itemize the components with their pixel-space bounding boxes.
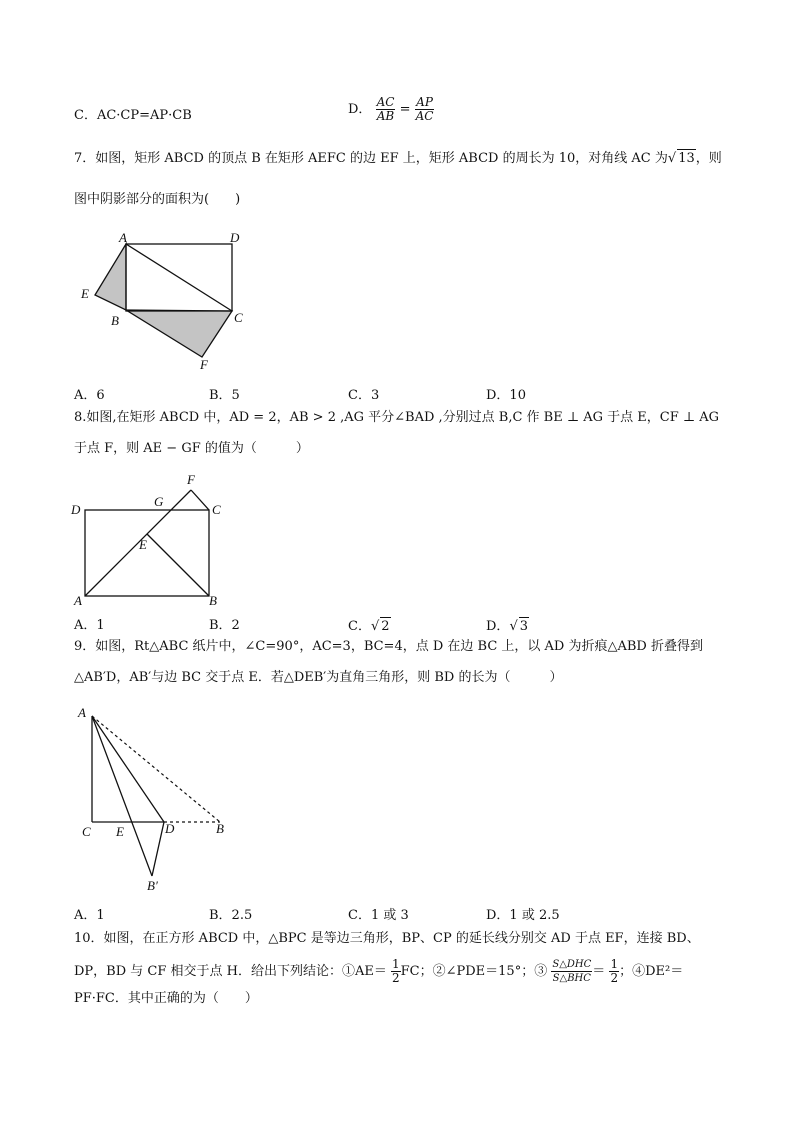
q8-option-d-prefix: D． [486, 619, 510, 634]
q9-option-c: C．1 或 3 [348, 908, 409, 923]
q9-label-c: C [82, 824, 91, 839]
q7-label-c: C [234, 310, 243, 325]
q10-text-a: DP，BD 与 CF 相交于点 H．给出下列结论：①AE＝ [74, 964, 387, 979]
frac-denominator: S△BHC [552, 973, 591, 984]
q7-figure [70, 225, 260, 370]
q8-bisector-ag [85, 490, 191, 596]
q10-area-ratio-fraction [551, 958, 592, 985]
q6-option-d-right-fraction [415, 96, 435, 123]
sqrt-symbol: √ [370, 619, 380, 634]
q7-stem-line1 [74, 149, 722, 168]
q8-label-d: D [71, 502, 81, 517]
q9-stem-line1: 9．如图，Rt△ABC 纸片中，∠C=90°，AC=3，BC=4，点 D 在边 BC 上，以 AD 为折痕△ABD 折叠得到 [74, 639, 703, 654]
q7-label-a: A [119, 230, 127, 245]
q7-label-b: B [111, 313, 119, 328]
q7-diagonal-ac [126, 244, 232, 311]
q7-option-c: C．3 [348, 388, 380, 403]
q8-option-a: A．1 [74, 618, 105, 633]
q9-option-a: A．1 [74, 908, 105, 923]
q7-label-e: E [81, 286, 89, 301]
q9-option-b: B．2.5 [209, 908, 253, 923]
q7-option-b: B．5 [209, 388, 240, 403]
q6-option-c: C．AC·CP=AP·CB [74, 108, 192, 123]
q9-fold-ad [92, 716, 164, 822]
q9-option-d: D．1 或 2.5 [486, 908, 560, 923]
sqrt-argument: 13 [678, 151, 695, 166]
q7-shaded-triangle-bcf [126, 310, 232, 357]
q7-label-f: F [200, 357, 208, 370]
q10-stem-line3: PF·FC．其中正确的为（ ） [74, 991, 258, 1006]
q8-stem-line1: 8.如图,在矩形 ABCD 中，AD = 2，AB > 2 ,AG 平分∠BAD ,分别过点 B,C 作 BE ⊥ AG 于点 E，CF ⊥ AG [74, 410, 719, 425]
q9-label-a: A [78, 705, 86, 720]
q10-half-fraction [391, 958, 401, 985]
q8-label-c: C [212, 502, 221, 517]
q9-label-b: B [216, 821, 224, 836]
frac-numerator: 1 [610, 957, 619, 971]
q8-figure [65, 470, 235, 610]
frac-numerator: AP [416, 95, 433, 109]
frac-denominator: 2 [392, 971, 400, 985]
sqrt-argument: 2 [381, 619, 390, 634]
q10-text-d: ；④DE²＝ [619, 964, 684, 979]
q8-segment-be [147, 534, 209, 596]
q10-text-c: ＝ [592, 964, 606, 979]
q8-segment-cf [191, 490, 209, 510]
q6-option-d [348, 96, 434, 123]
q10-ratio-value-fraction [609, 958, 619, 985]
q8-label-g: G [154, 494, 164, 509]
q8-option-c-prefix: C． [348, 619, 371, 634]
q6-option-d-left-fraction [376, 96, 396, 123]
q7-stem-text: 7．如图，矩形 ABCD 的顶点 B 在矩形 AEFC 的边 EF 上，矩形 ABCD 的周长为 10，对角线 AC 为 [74, 151, 668, 166]
frac-numerator: 1 [392, 957, 400, 971]
q7-stem-line2: 图中阴影部分的面积为( ) [74, 192, 241, 207]
frac-numerator: S△DHC [552, 959, 592, 970]
q7-label-d: D [230, 230, 240, 245]
q9-label-d: D [165, 821, 175, 836]
frac-denominator: 2 [610, 971, 619, 985]
q8-label-a: A [74, 593, 82, 608]
q7-option-a: A．6 [74, 388, 105, 403]
q10-text-b: FC；②∠PDE＝15°；③ [400, 964, 548, 979]
q8-stem-line2: 于点 F，则 AE − GF 的值为（ ） [74, 441, 309, 456]
sqrt-argument: 3 [519, 619, 529, 634]
q8-option-b: B．2 [209, 618, 240, 633]
sqrt-symbol: √ [667, 151, 677, 166]
q6-option-d-prefix: D． [348, 102, 372, 117]
q8-option-d [486, 617, 529, 636]
frac-denominator: AB [376, 109, 395, 123]
q8-option-c [348, 617, 391, 636]
q7-shaded-triangle-aeb [95, 244, 126, 310]
q7-option-d: D．10 [486, 388, 526, 403]
q9-segment-db-prime [152, 822, 164, 876]
q9-stem-line2: △AB′D，AB′与边 BC 交于点 E．若△DEB′为直角三角形，则 BD 的长为（ ） [74, 670, 563, 685]
q9-label-b-prime: B′ [147, 878, 158, 893]
frac-denominator: AC [415, 109, 434, 123]
q10-stem-line1: 10．如图，在正方形 ABCD 中，△BPC 是等边三角形，BP、CP 的延长线分别交 AD 于点 EF，连接 BD、 [74, 931, 700, 946]
q8-rectangle-abcd [85, 510, 209, 596]
q9-label-e: E [116, 824, 124, 839]
q8-label-f: F [187, 472, 195, 487]
sqrt-symbol: √ [509, 619, 518, 634]
q7-stem-tail: ，则 [695, 151, 722, 166]
q8-label-b: B [209, 593, 217, 608]
q9-figure [68, 700, 238, 895]
q8-label-e: E [139, 537, 147, 552]
q10-stem-line2 [74, 958, 683, 985]
equals-sign: = [399, 102, 411, 117]
q9-segment-ab-prime [92, 716, 152, 876]
frac-numerator: AC [376, 95, 395, 109]
